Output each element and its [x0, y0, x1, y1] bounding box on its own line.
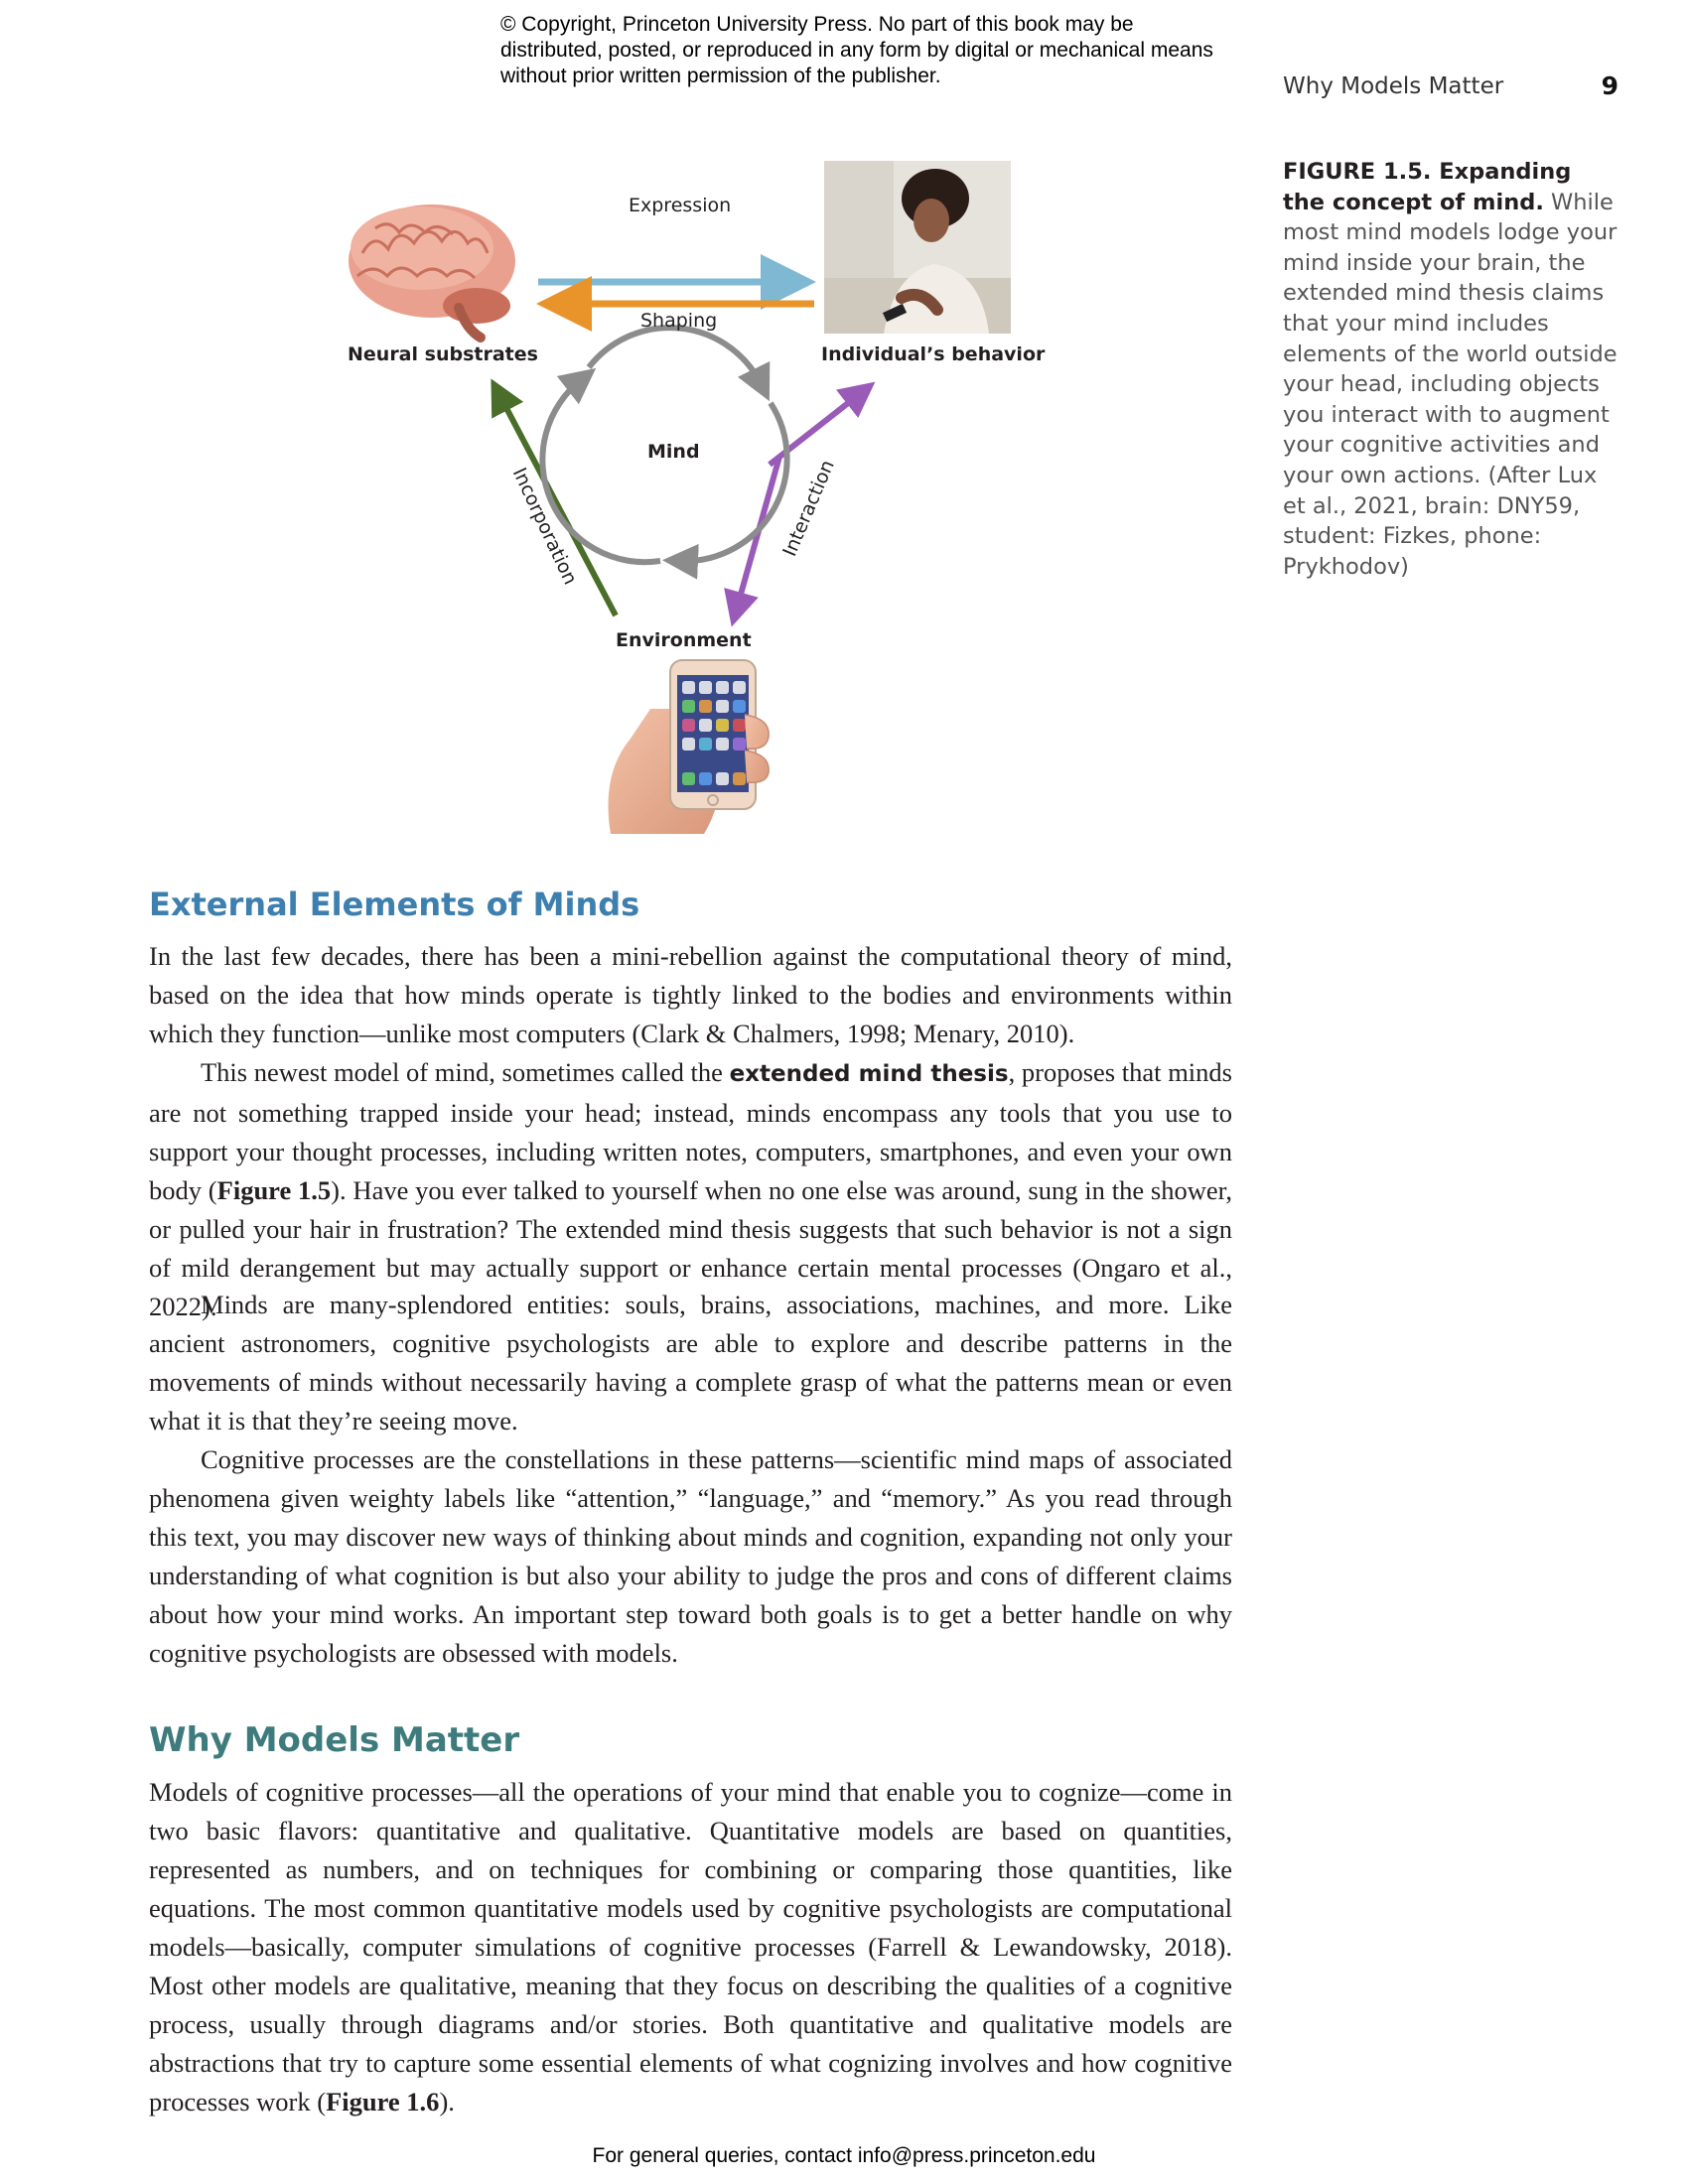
running-head: Why Models Matter — [1283, 73, 1504, 99]
node-neural-substrates: Neural substrates — [348, 343, 538, 365]
figure-caption — [1283, 157, 1620, 582]
label-shaping: Shaping — [640, 310, 718, 332]
copyright-notice: © Copyright, Princeton University Press. No part of this book may be distributed, posted, or reproduced in any form by digital or mechanical means without prior written permission of the publisher. — [500, 13, 1213, 87]
label-incorporation: Incorporation — [507, 464, 582, 589]
node-individual-behavior: Individual’s behavior — [821, 343, 1046, 365]
paragraph: Minds are many-splendored entities: souls, brains, associations, machines, and more. Like ancient astronomers, cognitive psychologists are able to explore and describe patterns in the movements of minds without necessarily having a complete grasp of what the patterns mean or even what it is that they’re seeing move. — [149, 1290, 1232, 1435]
paragraph: Cognitive processes are the constellations in these patterns—scientific mind maps of associated phenomena given weighty labels like “attention,” “language,” and “memory.” As you read through this text, you may discover new ways of thinking about minds and cognition, expanding not only your understanding of what cognition is but also your ability to judge the pros and cons of different claims about how your mind works. An important step toward both goals is to get a better handle on why cognitive psychologists are obsessed with models. — [149, 1444, 1232, 1668]
text-run: ). — [439, 2087, 455, 2116]
node-mind: Mind — [647, 441, 700, 463]
text-run: , proposes that minds are not something trapped inside your head; instead, minds encompass any tools that you use to support your thought processes, including written notes, computers, smartphones, and even your own body ( — [149, 1057, 1232, 1205]
text-run: This newest model of mind, sometimes called the — [201, 1057, 730, 1087]
section-heading-why-models: Why Models Matter — [149, 1720, 520, 1760]
text-run: ). Have you ever talked to yourself when no one else was around, sung in the shower, or pulled your hair in frustration? The extended mind thesis suggests that such behavior is not a sign of mild derangement but may actually support or enhance certain mental processes (Ongaro et al., 2022). — [149, 1175, 1233, 1321]
figure-diagram — [328, 159, 1053, 834]
paragraph — [149, 1773, 1232, 2121]
caption-label: FIGURE 1.5. Expanding the concept of mind. — [1283, 159, 1572, 215]
student-photo — [824, 161, 1011, 334]
key-term: extended mind thesis — [729, 1061, 1009, 1087]
page-number: 9 — [1601, 71, 1618, 100]
label-expression: Expression — [629, 195, 732, 216]
footer-contact: For general queries, contact info@press.princeton.edu — [592, 2144, 1096, 2167]
section-heading-external: External Elements of Minds — [149, 886, 640, 923]
label-interaction: Interaction — [778, 457, 839, 560]
brain-image — [349, 205, 515, 338]
interaction-arrow-down — [735, 457, 779, 615]
text-run: Models of cognitive processes—all the operations of your mind that enable you to cognize—come in two basic flavors: quantitative and qualitative. Quantitative models are based on quantities, represented as numbers, and on techniques for combining or comparing those quantities, like equations. The most common quantitative models used by cognitive psychologists are computational models—basically, computer simulations of cognitive processes (Farrell & Lewandowsky, 2018). Most other models are qualitative, meaning that they focus on describing the qualities of a cognitive process, usually through diagrams and/or stories. Both quantitative and qualitative models are abstractions that try to capture some essential elements of what cognizing involves and how cognitive processes work ( — [149, 1777, 1232, 2116]
phone-in-hand-image — [609, 660, 770, 834]
figure-1-5 — [328, 159, 1053, 834]
incorporation-arrow — [496, 389, 616, 615]
figure-reference: Figure 1.6 — [326, 2087, 440, 2116]
node-environment: Environment — [616, 629, 752, 651]
paragraph: In the last few decades, there has been a mini-rebellion against the computational theory of mind, based on the idea that how minds operate is tightly linked to the bodies and environments within which they function—unlike most computers (Clark & Chalmers, 1998; Menary, 2010). — [149, 941, 1232, 1048]
figure-reference: Figure 1.5 — [216, 1175, 332, 1205]
caption-text: While most mind models lodge your mind inside your brain, the extended mind thesis claims that your mind includes elements of the world outside your head, including objects you interact with to augment your cognitive activities and your own actions. (After Lux et al., 2021, brain: DNY59, student: Fizkes, phone: Prykhodov) — [1283, 189, 1618, 580]
